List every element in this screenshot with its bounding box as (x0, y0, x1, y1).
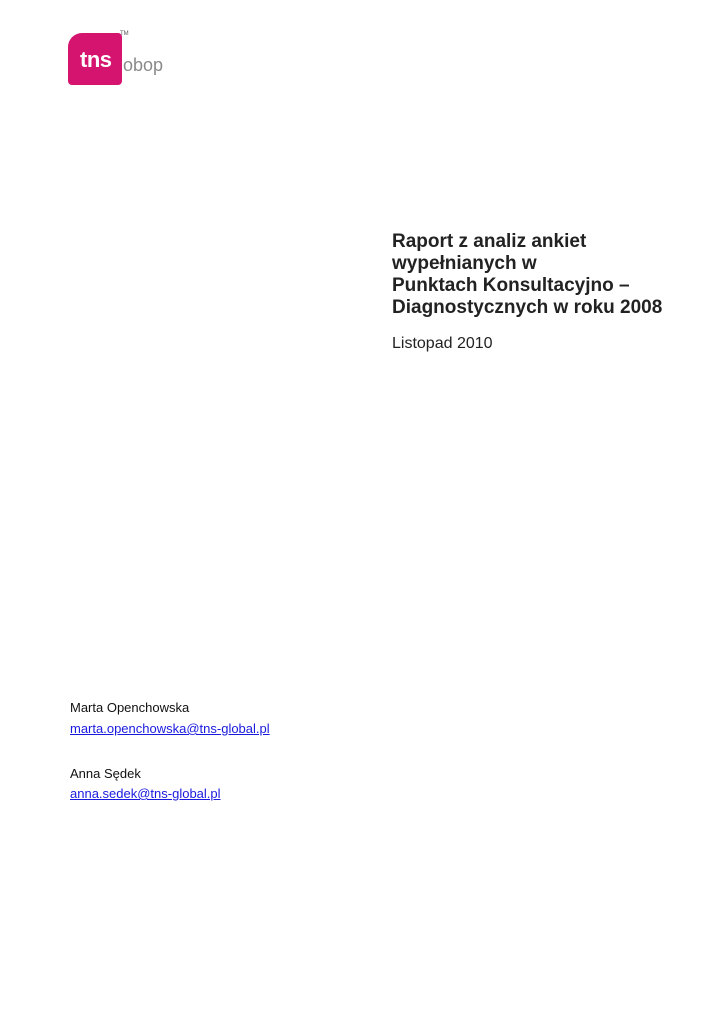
logo-suffix-text: obop (123, 55, 164, 75)
report-title (392, 231, 702, 319)
logo-trademark: TM (120, 31, 129, 37)
author-email-link[interactable]: marta.openchowska@tns-global.pl (70, 721, 270, 736)
author-name: Anna Sędek (70, 766, 141, 781)
report-date: Listopad 2010 (392, 335, 493, 352)
title-line: Diagnostycznych w roku 2008 (392, 297, 663, 318)
title-line: wypełnianych w (392, 253, 537, 274)
logo-brand-text: tns (80, 47, 112, 72)
author-name: Marta Openchowska (70, 700, 190, 715)
author-email-link[interactable]: anna.sedek@tns-global.pl (70, 786, 221, 801)
logo-mark (68, 33, 122, 85)
tns-obop-logo (68, 31, 164, 87)
title-line: Punktach Konsultacyjno – (392, 275, 630, 296)
title-line: Raport z analiz ankiet (392, 231, 587, 252)
